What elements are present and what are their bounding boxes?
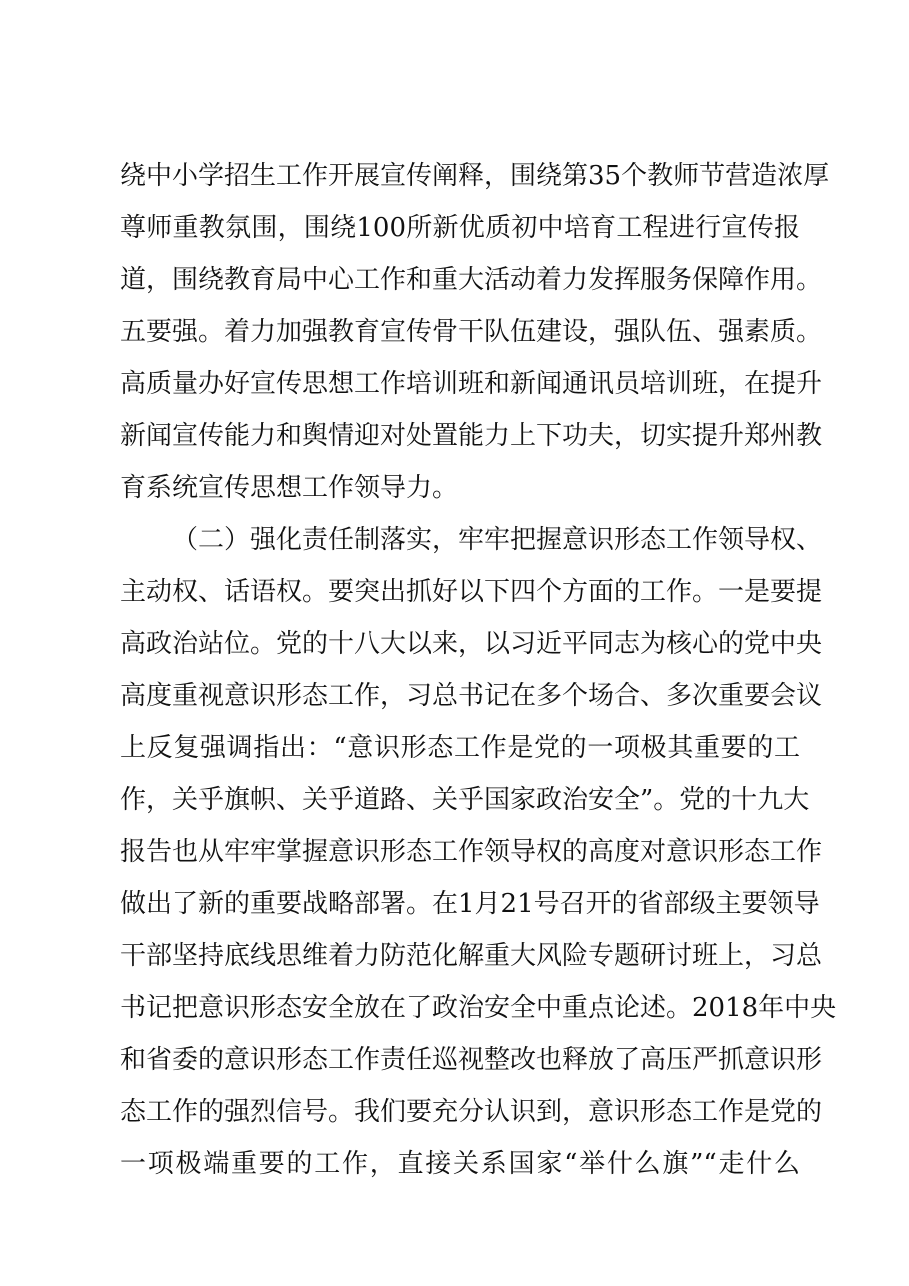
- text-line: 书记把意识形态安全放在了政治安全中重点论述。2018年中央: [120, 993, 837, 1023]
- text-line: 一项极端重要的工作，直接关系国家“举什么旗”“走什么: [120, 1149, 800, 1179]
- text-line: 作，关乎旗帜、关乎道路、关乎国家政治安全”。党的十九大: [120, 785, 810, 815]
- text-line: 尊师重教氛围，围绕100所新优质初中培育工程进行宣传报: [120, 213, 800, 243]
- document-body: [120, 150, 837, 1190]
- text-line: 育系统宣传思想工作领导力。: [120, 473, 459, 503]
- text-line: 绕中小学招生工作开展宣传阐释，围绕第35个教师节营造浓厚: [120, 161, 830, 191]
- text-line: 报告也从牢牢掌握意识形态工作领导权的高度对意识形态工作: [120, 837, 823, 867]
- text-line: 高度重视意识形态工作，习总书记在多个场合、多次重要会议: [120, 681, 823, 711]
- text-line: 道，围绕教育局中心工作和重大活动着力发挥服务保障作用。: [120, 265, 823, 295]
- text-line: 和省委的意识形态工作责任巡视整改也释放了高压严抓意识形: [120, 1045, 823, 1075]
- text-line: 主动权、话语权。要突出抓好以下四个方面的工作。一是要提: [120, 577, 823, 607]
- text-line: 态工作的强烈信号。我们要充分认识到，意识形态工作是党的: [120, 1097, 823, 1127]
- paragraph-first-line: （二）强化责任制落实，牢牢把握意识形态工作领导权、: [172, 525, 823, 555]
- text-line: 高政治站位。党的十八大以来，以习近平同志为核心的党中央: [120, 629, 823, 659]
- text-line: 做出了新的重要战略部署。在1月21号召开的省部级主要领导: [120, 889, 820, 919]
- text-line: 新闻宣传能力和舆情迎对处置能力上下功夫，切实提升郑州教: [120, 421, 823, 451]
- text-line: 干部坚持底线思维着力防范化解重大风险专题研讨班上，习总: [120, 941, 823, 971]
- text-line: 高质量办好宣传思想工作培训班和新闻通讯员培训班，在提升: [120, 369, 823, 399]
- text-line: 五要强。着力加强教育宣传骨干队伍建设，强队伍、强素质。: [120, 317, 823, 347]
- text-line: 上反复强调指出：“意识形态工作是党的一项极其重要的工: [120, 733, 800, 763]
